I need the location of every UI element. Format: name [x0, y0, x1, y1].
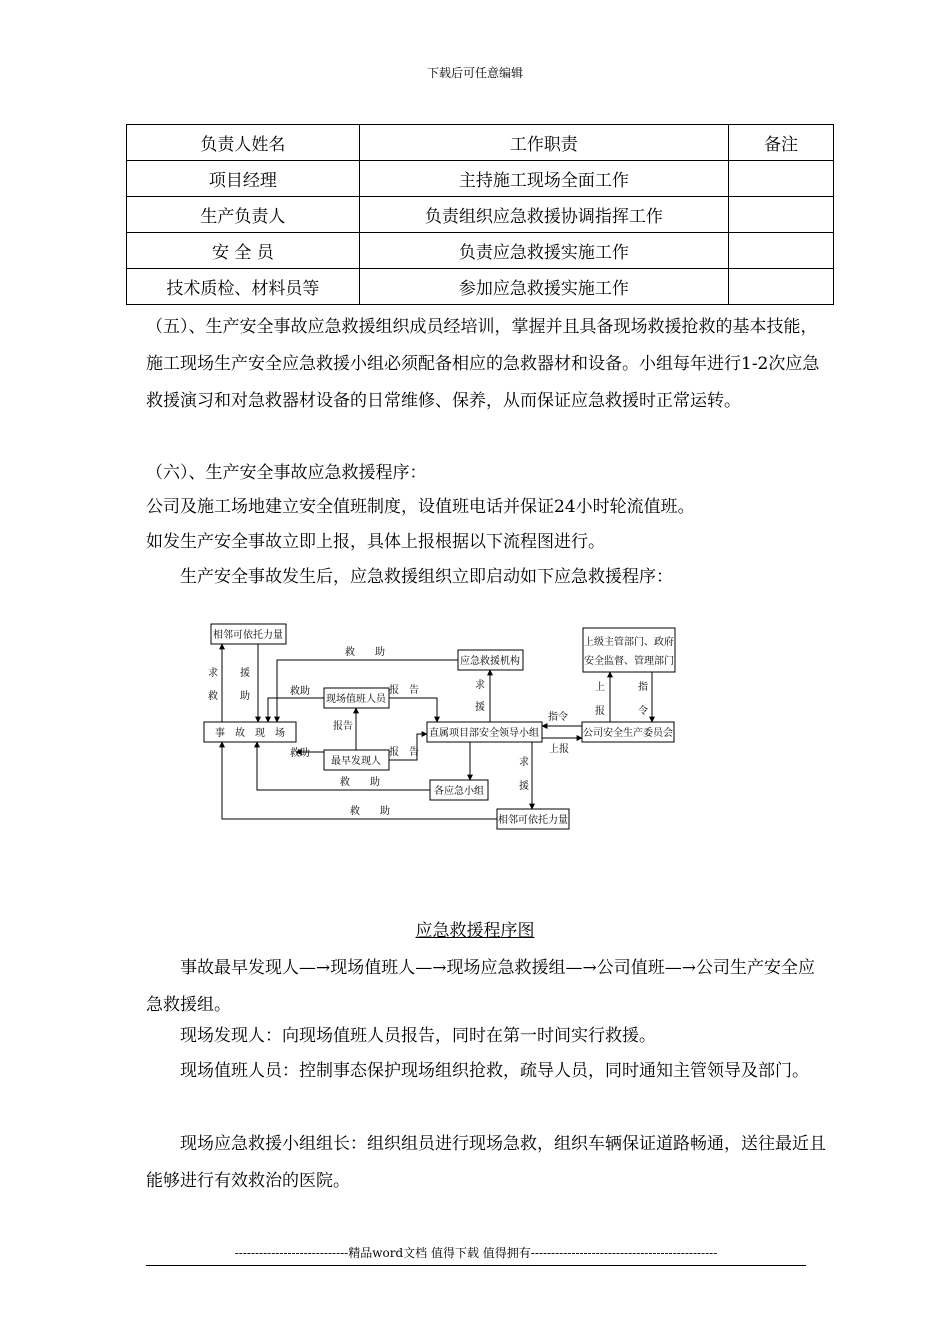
table-cell: 主持施工现场全面工作 [359, 161, 728, 197]
responsibility-table [126, 124, 834, 305]
text-zhu-a: 助 [240, 691, 250, 702]
table-cell: 参加应急救援实施工作 [359, 269, 728, 305]
text-report2: 报 告 [389, 747, 419, 758]
text-qiu3: 求 [519, 757, 529, 768]
table-cell [729, 197, 834, 233]
table-cell: 项目经理 [127, 161, 360, 197]
text-qiu2: 求 [475, 680, 485, 691]
header-name: 负责人姓名 [127, 125, 360, 161]
table-row [127, 197, 834, 233]
text-bao: 报 [595, 706, 605, 717]
label-rescue-org: 应急救援机构 [460, 656, 520, 667]
diagram-caption: 应急救援程序图 [415, 921, 535, 941]
text-jiu: 救 [208, 691, 218, 702]
table-cell [729, 161, 834, 197]
table-row [127, 161, 834, 197]
text-rescue-left1: 救助 [290, 686, 310, 697]
text-rescue-bottom: 救 助 [350, 806, 390, 817]
text-yuan-a: 援 [240, 668, 250, 679]
table-header-row [127, 125, 834, 161]
table-cell: 负责应急救援实施工作 [359, 233, 728, 269]
paragraph-11: 现场发现人：向现场值班人员报告，同时在第一时间实行救援。 [180, 1026, 656, 1046]
paragraph-10: 事故最早发现人—→现场值班人—→现场应急救援组—→公司值班—→公司生产安全应急救援组。 [146, 958, 815, 1015]
header-remark: 备注 [729, 125, 834, 161]
label-superior-2: 安全监督、管理部门 [584, 656, 674, 667]
paragraph-8: 如发生产安全事故立即上报，具体上报根据以下流程图进行。 [146, 532, 605, 552]
label-first-finder: 最早发现人 [331, 756, 381, 767]
page-header: 下载后可任意编辑 [426, 66, 523, 80]
table-cell [729, 233, 834, 269]
label-project-team: 直属项目部安全领导小组 [429, 728, 539, 739]
paragraph-12: 现场值班人员：控制事态保护现场组织抢救，疏导人员，同时通知主管领导及部门。 [180, 1061, 809, 1081]
text-rescue-top: 救 助 [345, 647, 385, 658]
text-command: 指令 [548, 712, 568, 723]
paragraph-6: （六）、生产安全事故应急救援程序： [146, 463, 427, 483]
label-neighbor-top: 相邻可依托力量 [213, 630, 283, 641]
header-duty: 工作职责 [359, 125, 728, 161]
table-row [127, 233, 834, 269]
label-neighbor-bottom: 相邻可依托力量 [498, 815, 568, 826]
table-cell: 负责组织应急救援协调指挥工作 [359, 197, 728, 233]
label-emergency-groups: 各应急小组 [434, 786, 484, 797]
text-report-vert: 报告 [333, 721, 353, 732]
label-accident-site: 事 故 现 场 [215, 728, 285, 739]
text-yuan2: 援 [475, 702, 485, 713]
label-duty-person: 现场值班人员 [326, 694, 386, 705]
table-cell [729, 269, 834, 305]
paragraph-7: 公司及施工场地建立安全值班制度，设值班电话并保证24小时轮流值班。 [146, 497, 695, 517]
text-shang: 上 [595, 682, 605, 693]
emergency-flowchart [200, 612, 690, 837]
text-zhi: 指 [638, 682, 648, 693]
page-footer: ----------------------------精品word文档 值得下载 值得拥有---------------------------------------------- [146, 1244, 806, 1266]
text-yuan3: 援 [519, 781, 529, 792]
text-report1: 报 告 [389, 685, 419, 696]
table-cell: 生产负责人 [127, 197, 360, 233]
paragraph-5: （五）、生产安全事故应急救援组织成员经培训，掌握并且具备现场救援抢救的基本技能，施工现场生产安全应急救援小组必须配备相应的急救器材和设备。小组每年进行1-2次应急救援演习和对急救器材设备的日常维修、保养，从而保证应急救援时正常运转。 [146, 317, 820, 411]
label-company-committee: 公司安全生产委员会 [583, 728, 673, 739]
table-row [127, 269, 834, 305]
table-cell: 安 全 员 [127, 233, 360, 269]
label-superior-1: 上级主管部门、政府 [584, 637, 674, 648]
paragraph-9: 生产安全事故发生后，应急救援组织立即启动如下应急救援程序： [180, 567, 673, 587]
paragraph-13: 现场应急救援小组组长：组织组员进行现场急救，组织车辆保证道路畅通，送往最近且能够进行有效救治的医院。 [146, 1134, 826, 1191]
text-upreport: 上报 [549, 744, 569, 755]
text-rescue-mid: 救 助 [340, 777, 380, 788]
table-cell: 技术质检、材料员等 [127, 269, 360, 305]
text-qiu: 求 [208, 668, 218, 679]
text-rescue-left2: 救助 [290, 748, 310, 759]
text-ling: 令 [638, 706, 648, 717]
